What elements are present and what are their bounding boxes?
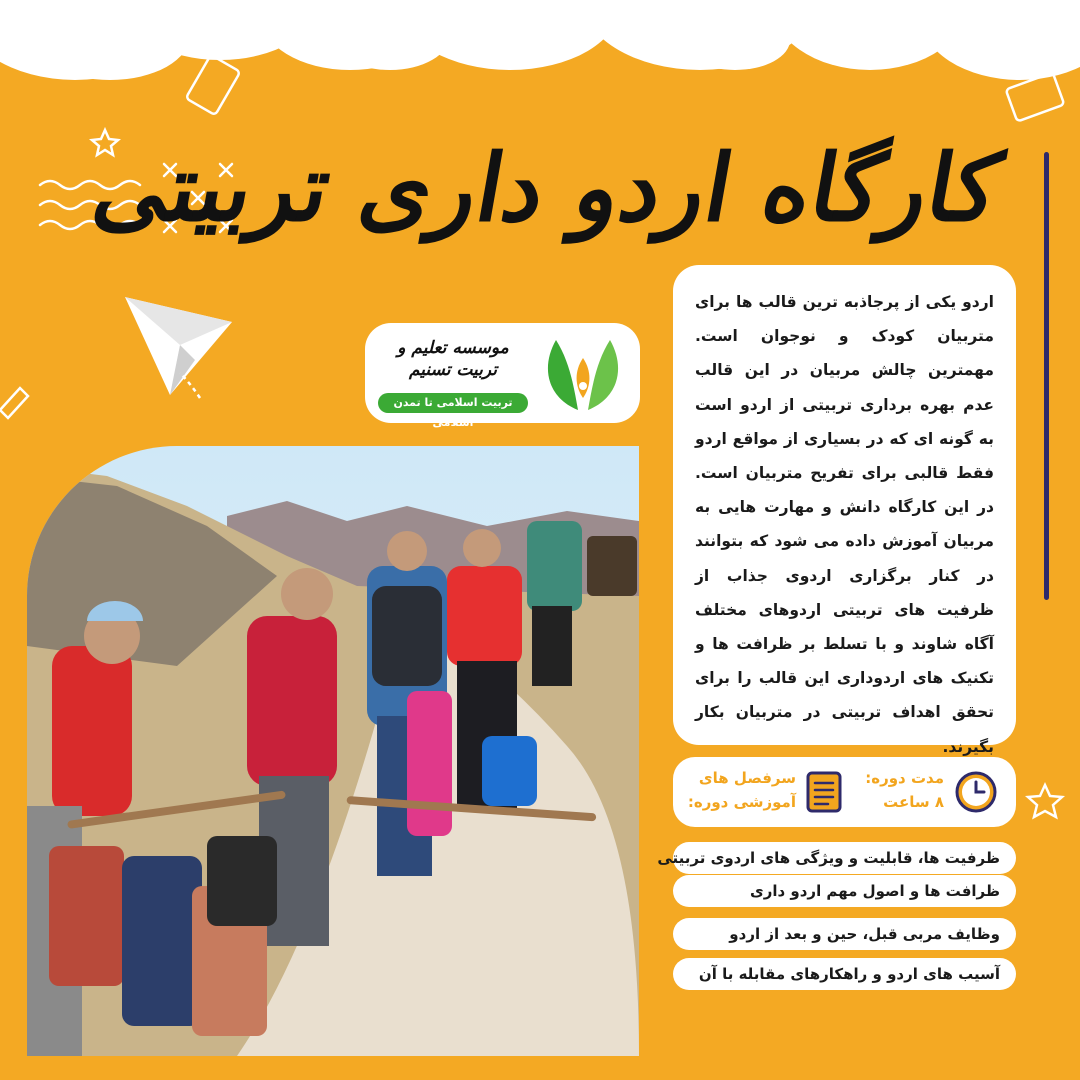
institute-name: موسسه تعلیم و تربیت تسنیم bbox=[397, 338, 509, 380]
topic-item: ظرفیت ها، قابلیت و ویژگی های اردوی تربیتی bbox=[673, 842, 1016, 874]
topic-item: آسیب های اردو و راهکارهای مقابله با آن bbox=[673, 958, 1016, 990]
syllabus-label-line2: آموزشی دوره: bbox=[687, 793, 796, 811]
topic-item: ظرافت ها و اصول مهم اردو داری bbox=[673, 875, 1016, 907]
duration-label: مدت دوره: bbox=[865, 769, 944, 787]
page-title: کارگاه اردو داری تربیتی bbox=[85, 134, 1010, 242]
course-info-card bbox=[673, 757, 1016, 827]
description-text: اردو یکی از پرجاذبه ترین قالب ها برای متربیان کودک و نوجوان است. مهمترین چالش مربیان در این قالب عدم بهره برداری تربیتی از اردو است به گونه ای که در بسیاری از مواقع اردو فقط قالبی برای تفریح متربیان است. در این کارگاه دانش و مهارت هایی به مربیان آموزش داده می شود که بتوانند در کنار برگزاری اردوی جذاب از ظرفیت های تربیتی اردوهای مختلف آگاه شاوند و با تسلط بر ظرافت ها و تکنیک های اردوداری این قالب را برای تحقق اهداف تربیتی در متربیان بکار بگیرند. bbox=[695, 293, 994, 756]
institute-slogan: تربیت اسلامی تا تمدن اسلامی bbox=[378, 393, 528, 413]
topic-item: وظایف مربی قبل، حین و بعد از اردو bbox=[673, 918, 1016, 950]
leaf-logo-icon bbox=[538, 328, 628, 418]
syllabus-label-line1: سرفصل های bbox=[698, 769, 796, 787]
clock-icon bbox=[954, 770, 998, 814]
description-card bbox=[673, 265, 1016, 756]
duration-value: ۸ ساعت bbox=[883, 793, 944, 811]
institute-logo-card bbox=[365, 323, 640, 429]
divider-line bbox=[1044, 152, 1049, 600]
campers-photo bbox=[27, 446, 639, 1056]
notebook-icon bbox=[804, 770, 844, 814]
